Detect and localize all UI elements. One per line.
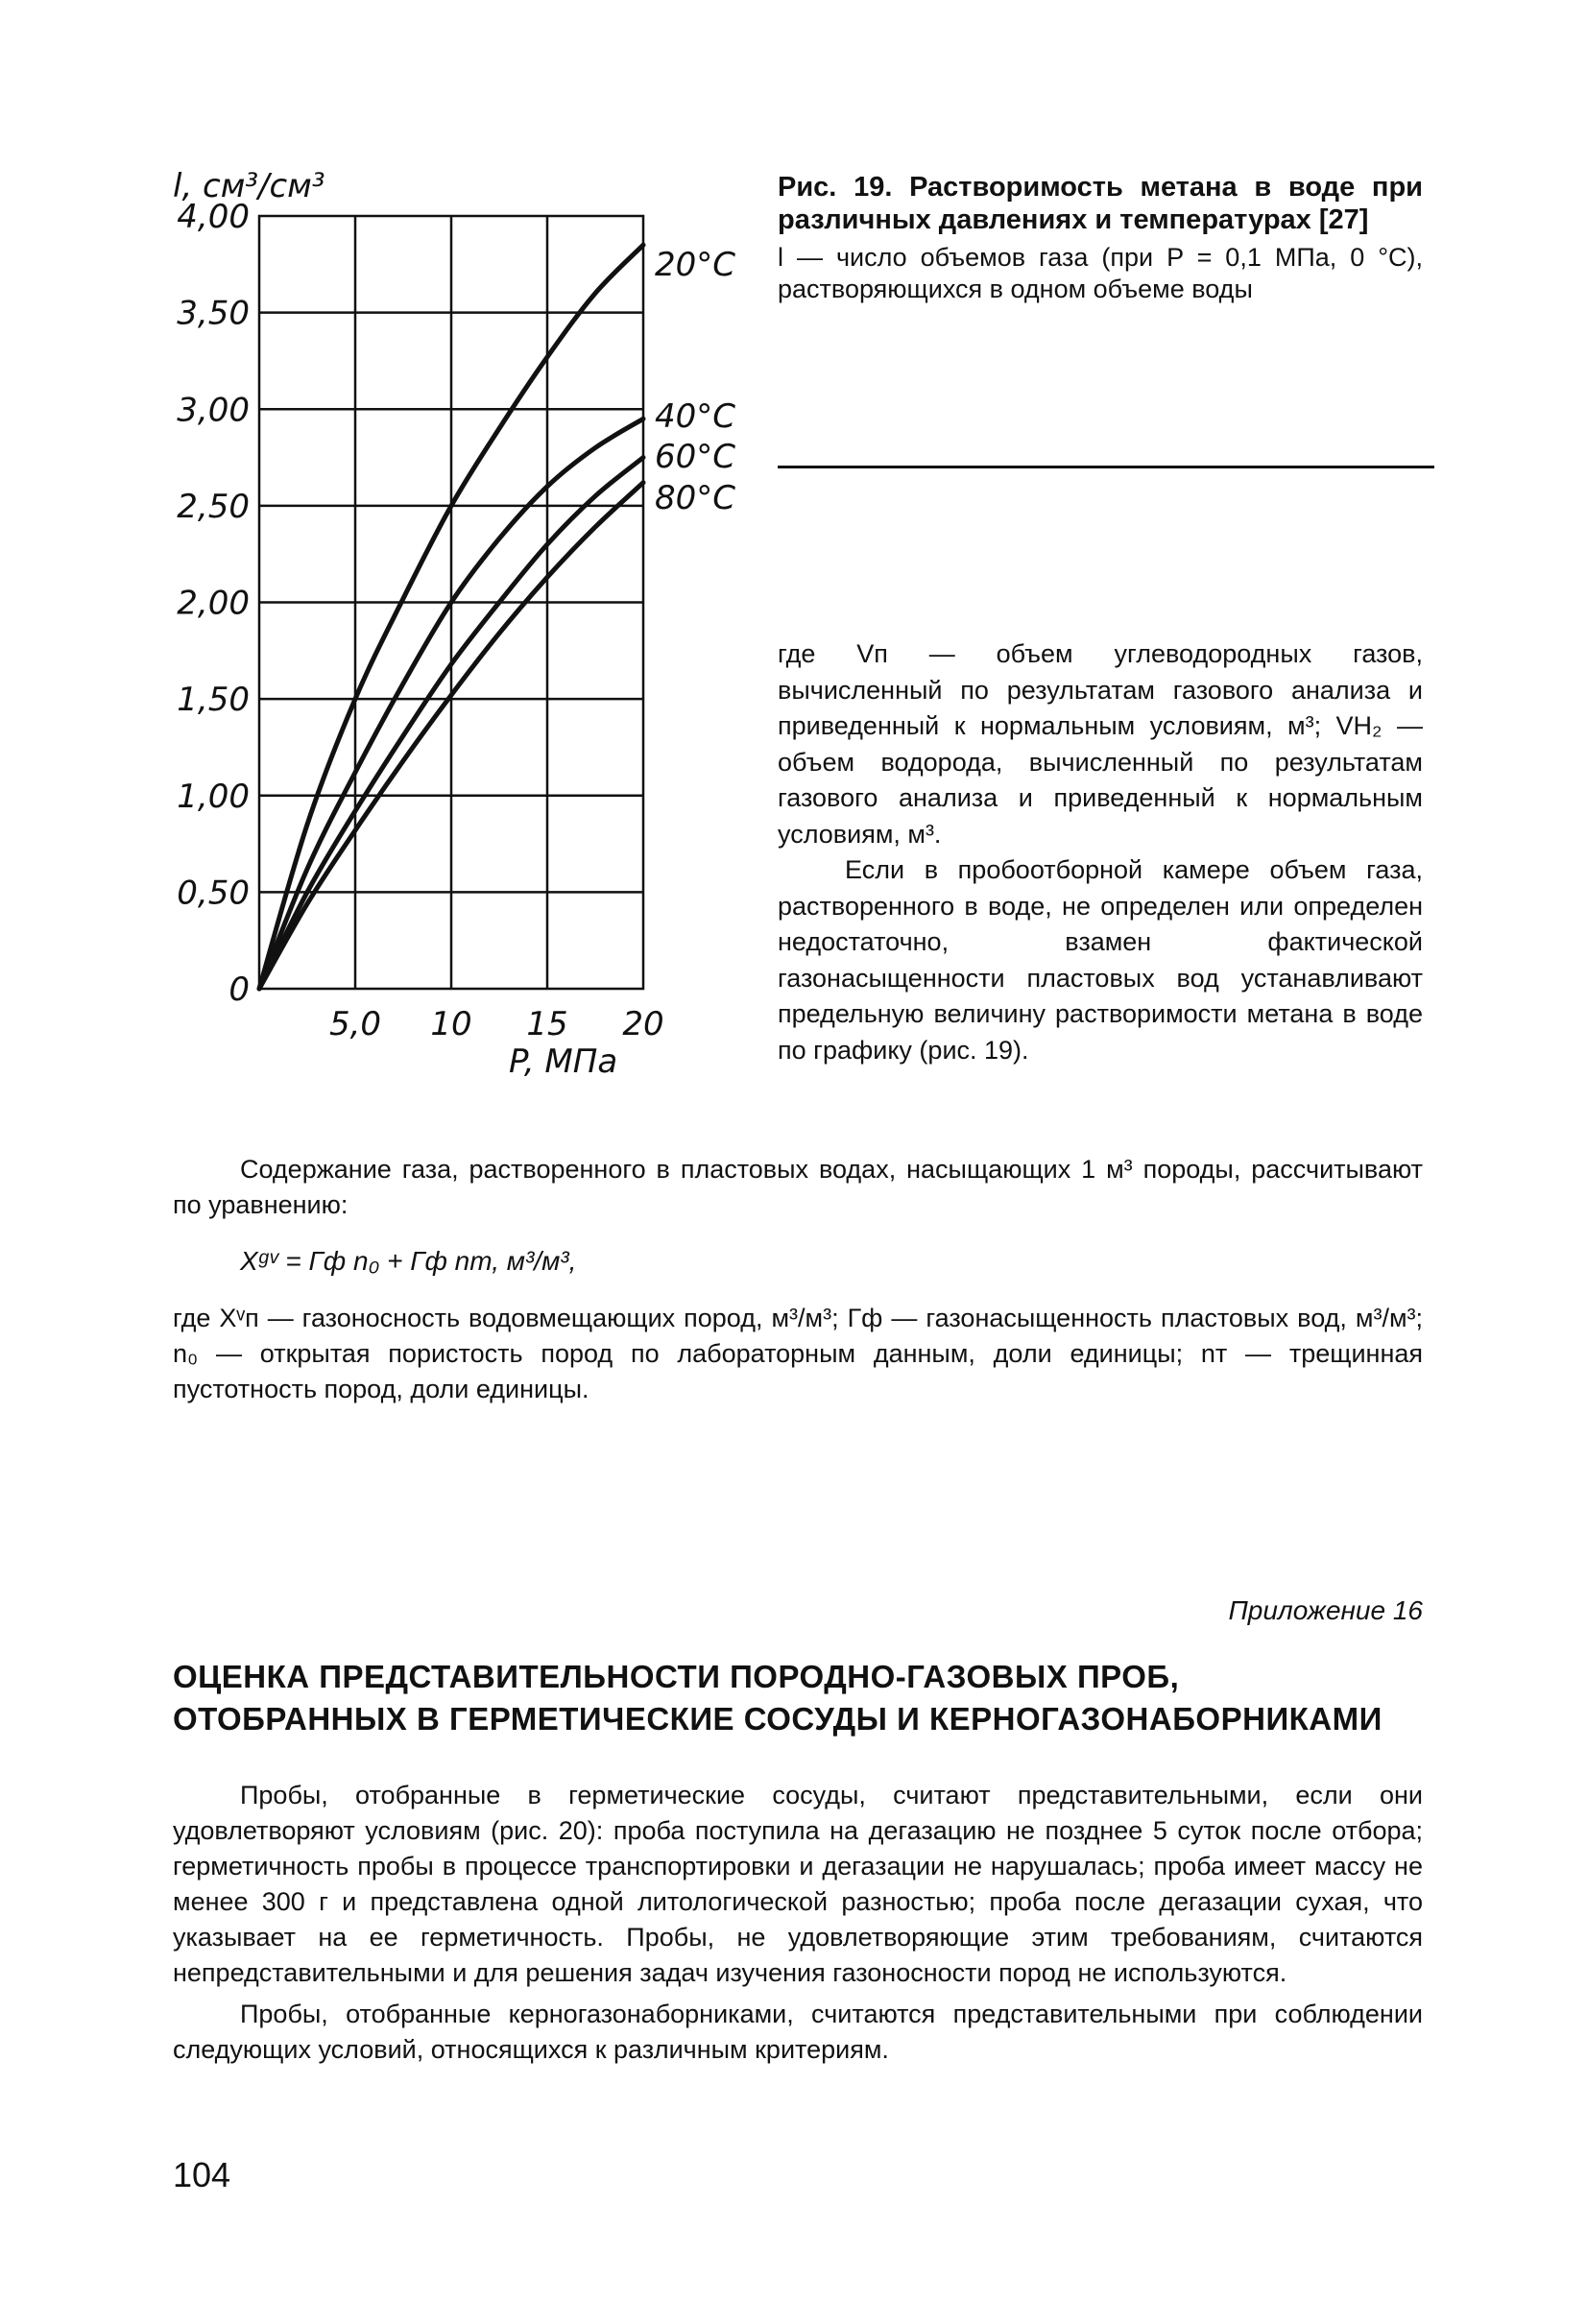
y-tick-label: 0 (228, 970, 250, 1009)
y-axis-label: l, см³/см³ (173, 167, 325, 205)
chart-series-labels (655, 246, 735, 517)
section-heading-line-1: ОЦЕНКА ПРЕДСТАВИТЕЛЬНОСТИ ПОРОДНО-ГАЗОВЫХ ПРОБ, (173, 1659, 1180, 1694)
page-number: 104 (173, 2155, 231, 2194)
gas-content-formula: Xᵍᵛ = Гф n₀ + Гф nт, м³/м³, (240, 1246, 577, 1276)
formula-definitions (173, 1301, 1423, 1407)
x-tick-label: 10 (430, 1005, 472, 1043)
paragraph-1: Пробы, отобранные в герметические сосуды, считают представительными, если они удовлетворяют условиям (рис. 20): проба поступила на дегазацию не позднее 5 суток после отбора; герметичность пробы в процессе транспортировки и дегазации не нарушалась; проба имеет массу не менее 300 г и представлена одной литологической разностью; проба после дегазации сухая, что указывает на ее герметичность. Пробы, не удовлетворяющие этим требованиям, считаются непредставительными и для решения задач изучения газоносности пород не используются. (173, 1781, 1423, 1987)
series-label-60c: 60°C (655, 438, 736, 476)
y-tick-label: 0,50 (177, 874, 250, 913)
right-column-text (778, 636, 1423, 1068)
paragraph-2: Пробы, отобранные керногазонаборниками, считаются представительными при соблюдении следующих условий, относящихся к различным критериям. (173, 2000, 1423, 2064)
section-body (173, 1778, 1423, 2068)
figure-caption (778, 171, 1423, 305)
where-definitions: где Vп — объем углеводородных газов, вычисленный по результатам газового анализа и приведенный к нормальным условиям, м³; VH₂ — объем водорода, вычисленный по результатам газового анализа и приведенный к нормальным условиям, м³. (778, 639, 1423, 849)
gas-content-intro (173, 1152, 1423, 1223)
figure-caption-title: Рис. 19. Растворимость метана в воде при различных давлениях и температурах [27] (778, 172, 1423, 235)
x-tick-label: 5,0 (328, 1005, 382, 1043)
chart-ticks (177, 198, 663, 1043)
x-axis-label: P, МПа (509, 1042, 618, 1081)
y-tick-label: 1,50 (177, 681, 250, 720)
y-tick-label: 2,00 (177, 584, 250, 623)
section-heading-line-2: ОТОБРАННЫХ В ГЕРМЕТИЧЕСКИЕ СОСУДЫ И КЕРНОГАЗОНАБОРНИКАМИ (173, 1701, 1383, 1737)
y-tick-label: 2,50 (177, 487, 250, 526)
section-heading (173, 1656, 1423, 1740)
x-tick-label: 15 (526, 1005, 568, 1043)
appendix-label: Приложение 16 (1228, 1595, 1423, 1625)
series-label-40c: 40°C (655, 397, 736, 436)
caption-divider (778, 466, 1434, 468)
formula-where-paragraph: где Xᵛп — газоносность водовмещающих пород, м³/м³; Гф — газонасыщенность пластовых вод, м³/м³; n₀ — открытая пористость пород по лабораторным данным, доли единицы; nт — трещинная пустотность пород, доли единицы. (173, 1304, 1423, 1403)
x-tick-label: 20 (622, 1005, 664, 1043)
series-label-20c: 20°C (655, 246, 736, 284)
intro-paragraph: Содержание газа, растворенного в пластовых водах, насыщающих 1 м³ породы, рассчитывают по уравнению: (173, 1155, 1423, 1219)
figure-caption-note: l — число объемов газа (при P = 0,1 МПа, 0 °С), растворяющихся в одном объеме воды (778, 243, 1423, 303)
y-tick-label: 1,00 (177, 777, 250, 816)
y-tick-label: 3,50 (177, 294, 250, 333)
series-label-80c: 80°C (655, 479, 736, 517)
y-tick-label: 3,00 (177, 391, 250, 430)
fallback-paragraph: Если в пробоотборной камере объем газа, растворенного в воде, не определен или определен недостаточно, взамен фактической газонасыщенности пластовых вод устанавливают предельную величину растворимости метана в воде по графику (рис. 19). (778, 855, 1423, 1065)
methane-solubility-chart (173, 158, 768, 1099)
y-tick-label: 4,00 (177, 198, 250, 236)
